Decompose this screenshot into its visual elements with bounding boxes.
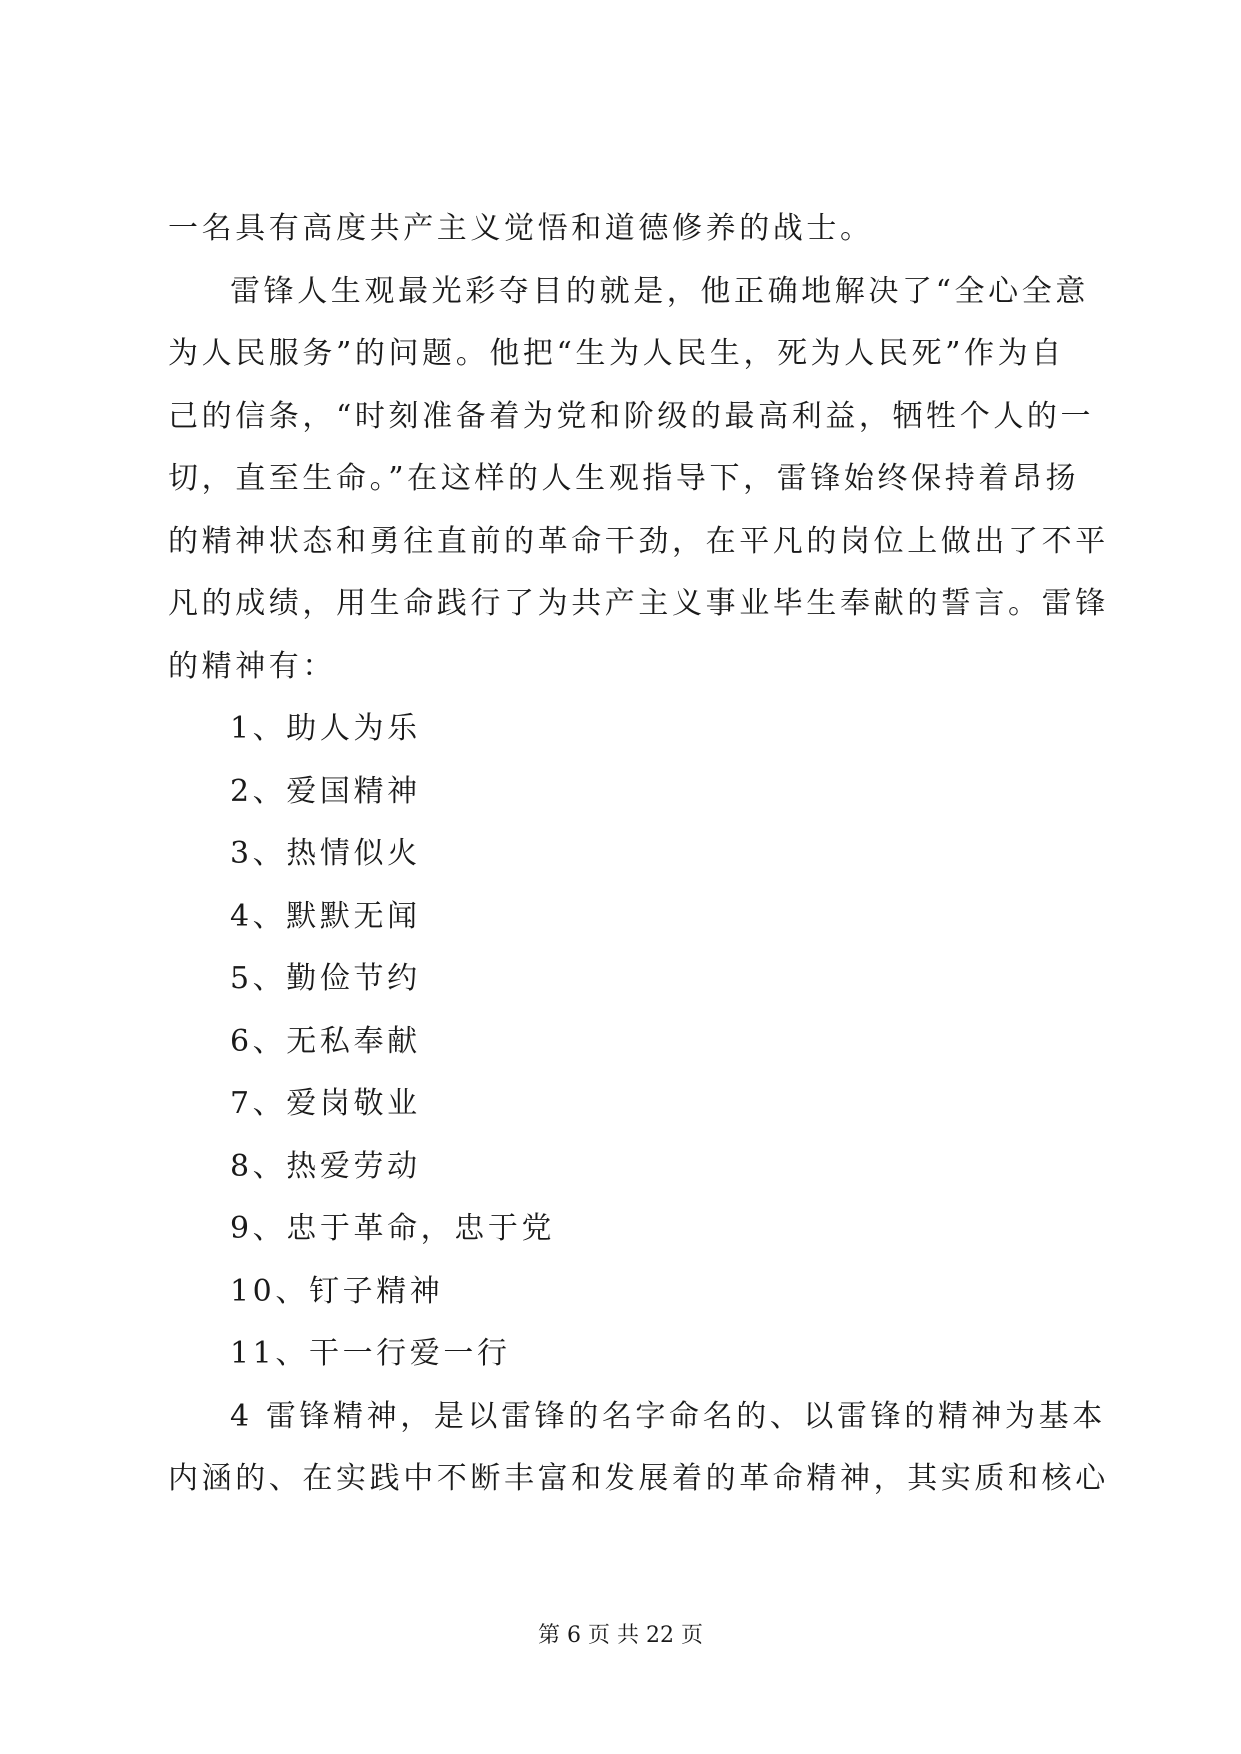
list-item: 10、钉子精神 — [230, 1273, 444, 1309]
list-item: 6、无私奉献 — [230, 1023, 421, 1059]
list-item: 9、忠于革命，忠于党 — [230, 1211, 556, 1246]
document-body — [168, 198, 1109, 1511]
list-item: 8、热爱劳动 — [230, 1148, 421, 1184]
list-item: 7、爱岗敬业 — [230, 1086, 421, 1121]
list-item: 11、干一行爱一行 — [230, 1336, 511, 1371]
list-item: 5、勤俭节约 — [230, 961, 421, 996]
paragraph-line: 雷锋人生观最光彩夺目的就是，他正确地解决了“全心全意 — [230, 273, 1089, 309]
paragraph-line: 一名具有高度共产主义觉悟和道德修养的战士。 — [168, 211, 874, 246]
list-item: 3、热情似火 — [230, 836, 421, 871]
paragraph-line: 内涵的、在实践中不断丰富和发展着的革命精神，其实质和核心 — [168, 1461, 1109, 1496]
paragraph-line: 为人民服务”的问题。他把“生为人民生，死为人民死”作为自 — [168, 336, 1065, 371]
list-item: 4、默默无闻 — [230, 898, 421, 934]
paragraph-line: 凡的成绩，用生命践行了为共产主义事业毕生奉献的誓言。雷锋 — [168, 586, 1109, 621]
paragraph-line: 的精神有： — [168, 648, 336, 684]
paragraph-line: 己的信条，“时刻准备着为党和阶级的最高利益，牺牲个人的一 — [168, 398, 1095, 434]
paragraph-line: 4 雷锋精神，是以雷锋的名字命名的、以雷锋的精神为基本 — [230, 1398, 1106, 1434]
paragraph-line: 切，直至生命。”在这样的人生观指导下，雷锋始终保持着昂扬 — [168, 461, 1080, 496]
list-item: 2、爱国精神 — [230, 773, 421, 809]
paragraph-line: 的精神状态和勇往直前的革命干劲，在平凡的岗位上做出了不平 — [168, 523, 1109, 559]
list-item: 1、助人为乐 — [230, 711, 421, 746]
page-number-footer: 第 6 页 共 22 页 — [538, 1623, 703, 1648]
